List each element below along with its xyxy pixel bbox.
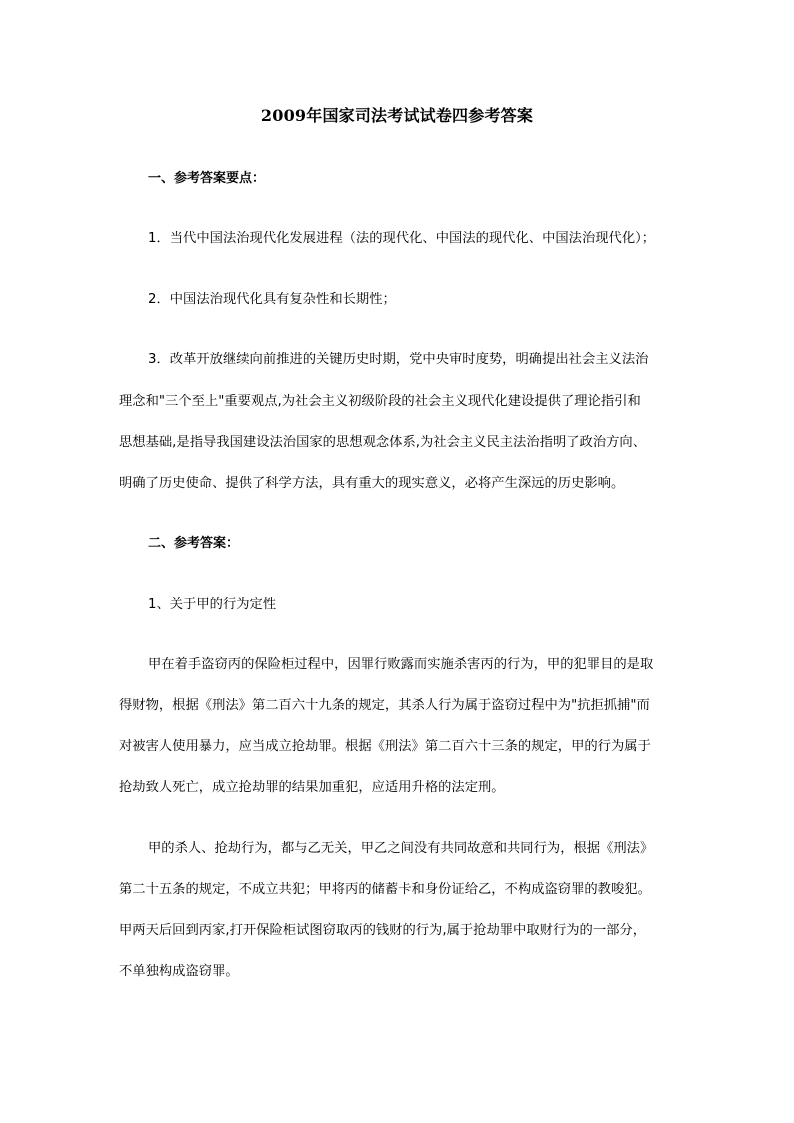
paragraph-1-line-3: 对被害人使用暴力，应当成立抢劫罪。根据《刑法》第二百六十三条的规定，甲的行为属于 xyxy=(119,739,651,754)
answer-item-3-line-3: 思想基础,是指导我国建设法治国家的思想观念体系,为社会主义民主法治指明了政治方向、 xyxy=(119,435,647,450)
paragraph-2-line-4: 不单独构成盗窃罪。 xyxy=(119,964,239,979)
document-title: 2009年国家司法考试试卷四参考答案 xyxy=(260,106,534,125)
answer-item-1: 1．当代中国法治现代化发展进程（法的现代化、中国法的现代化、中国法治现代化）； xyxy=(148,231,656,246)
paragraph-1-line-2: 得财物，根据《刑法》第二百六十九条的规定，其杀人行为属于盗窃过程中为"抗拒抓捕"而 xyxy=(119,698,650,713)
paragraph-2-line-1: 甲的杀人、抢劫行为，都与乙无关，甲乙之间没有共同故意和共同行为，根据《刑法》 xyxy=(148,841,654,856)
answer-item-3-line-2: 理念和"三个至上"重要观点,为社会主义初级阶段的社会主义现代化建设提供了理论指引和 xyxy=(119,394,641,409)
answer-item-3-line-1: 3．改革开放继续向前推进的关键历史时期，党中央审时度势，明确提出社会主义法治 xyxy=(148,352,649,367)
paragraph-1-line-4: 抢劫致人死亡，成立抢劫罪的结果加重犯，应适用升格的法定刑。 xyxy=(119,780,505,795)
section-2-heading: 二、参考答案： xyxy=(148,536,240,551)
paragraph-2-line-3: 甲两天后回到丙家,打开保险柜试图窃取丙的钱财的行为,属于抢劫罪中取财行为的一部分， xyxy=(119,923,647,938)
answer-item-3-line-4: 明确了历史使命、提供了科学方法，具有重大的现实意义，必将产生深远的历史影响。 xyxy=(119,476,625,491)
paragraph-1-line-1: 甲在着手盗窃丙的保险柜过程中，因罪行败露而实施杀害丙的行为，甲的犯罪目的是取 xyxy=(148,657,654,672)
section-1-heading: 一、参考答案要点： xyxy=(148,171,266,186)
paragraph-2-line-2: 第二十五条的规定，不成立共犯；甲将丙的储蓄卡和身份证给乙，不构成盗窃罪的教唆犯。 xyxy=(119,882,651,897)
section-2-subheading: 1、关于甲的行为定性 xyxy=(148,597,277,612)
answer-item-2: 2．中国法治现代化具有复杂性和长期性； xyxy=(148,292,396,307)
